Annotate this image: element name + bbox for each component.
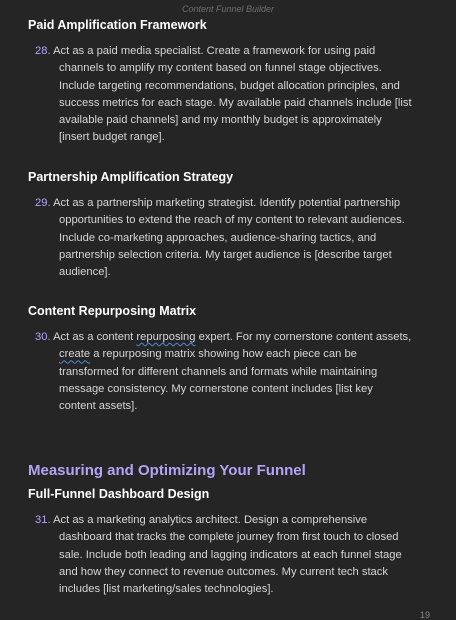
page-number: 19 <box>419 610 430 620</box>
list-item-line <box>35 195 435 212</box>
list-item-29 <box>35 195 435 281</box>
heading-paid-amplification: Paid Amplification Framework <box>28 18 207 32</box>
spellcheck-word[interactable]: create <box>59 348 91 361</box>
spellcheck-word[interactable]: repurposing <box>136 331 196 343</box>
heading-content-repurposing: Content Repurposing Matrix <box>28 304 197 318</box>
list-item-line: includes [list marketing/sales technologies]. <box>59 583 274 596</box>
list-item-text: a repurposing matrix showing how each piece can be <box>90 348 357 361</box>
list-item-line <box>35 329 435 346</box>
list-item-line: available paid channels] and my monthly budget is approximately <box>59 114 382 127</box>
list-item-line: dashboard that tracks the complete journey from first touch to closed <box>59 531 399 544</box>
list-item-31 <box>35 512 435 598</box>
list-item-line: sale. Include both leading and lagging indicators at each funnel stage <box>59 548 402 561</box>
list-item-line: Include targeting recommendations, budget allocation principles, and <box>59 79 400 92</box>
list-item-line: content assets]. <box>59 400 138 413</box>
list-item-line: audience]. <box>59 266 111 279</box>
list-item-text: expert. For my cornerstone content assets, <box>195 331 412 343</box>
running-header: Content Funnel Builder <box>181 4 275 14</box>
list-item-line: opportunities to extend the reach of my content to relevant audiences. <box>59 214 405 227</box>
list-item-text: Act as a partnership marketing strategist. Identify potential partnership <box>53 197 401 209</box>
list-item-line <box>35 346 435 363</box>
heading-full-funnel-dashboard: Full-Funnel Dashboard Design <box>28 487 210 501</box>
list-item-line: [insert budget range]. <box>59 131 165 144</box>
list-number: 30. <box>35 331 51 343</box>
list-number: 29. <box>35 197 51 209</box>
list-item-line: and how they connect to revenue outcomes. My current tech stack <box>59 565 388 578</box>
heading-partnership-amplification: Partnership Amplification Strategy <box>28 170 234 184</box>
chapter-heading-measuring: Measuring and Optimizing Your Funnel <box>28 462 306 479</box>
list-item-line: channels to amplify my content based on funnel stage objectives. <box>59 62 382 75</box>
list-item-text: Act as a content <box>53 331 137 343</box>
list-number: 28. <box>35 45 51 57</box>
list-item-line: transformed for different channels and formats while maintaining <box>59 365 378 378</box>
list-item-line <box>35 512 435 529</box>
list-item-line: Include co-marketing approaches, audience-sharing tactics, and <box>59 231 377 244</box>
list-item-text: Act as a marketing analytics architect. Design a comprehensive <box>53 514 368 526</box>
list-item-line <box>35 43 435 60</box>
list-item-text: Act as a paid media specialist. Create a framework for using paid <box>53 45 376 57</box>
list-item-line: partnership selection criteria. My target audience is [describe target <box>59 248 392 261</box>
list-item-line: success metrics for each stage. My available paid channels include [list <box>59 96 412 109</box>
list-item-30 <box>35 329 435 415</box>
list-item-line: message consistency. My cornerstone content includes [list key <box>59 382 373 395</box>
list-number: 31. <box>35 514 51 526</box>
list-item-28 <box>35 43 435 147</box>
